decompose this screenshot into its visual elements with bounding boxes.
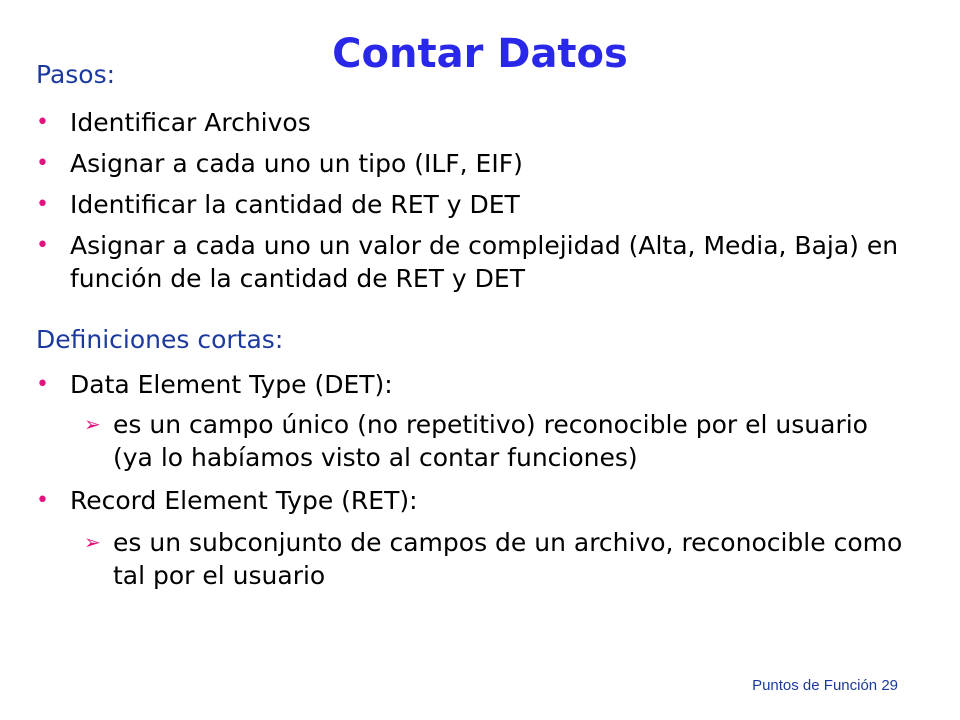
det-label: Data Element Type (DET): (70, 370, 393, 399)
list-item-text: Identificar la cantidad de RET y DET (70, 190, 520, 219)
det-description: es un campo único (no repetitivo) reconocible por el usuario (ya lo habíamos visto al contar funciones) (113, 410, 892, 472)
ret-description: es un subconjunto de campos de un archivo, reconocible como tal por el usuario (113, 528, 903, 590)
pasos-heading: Pasos: (36, 60, 116, 89)
list-item-pasos-3 (36, 188, 916, 221)
list-item-det (36, 368, 916, 401)
bullet-icon: • (36, 372, 49, 397)
bullet-icon: • (36, 151, 49, 176)
list-item-text: Asignar a cada uno un valor de complejidad (Alta, Media, Baja) en función de la cantidad de RET y DET (70, 231, 899, 293)
slide-footer: Puntos de Función 29 (752, 677, 898, 694)
bullet-icon: • (36, 110, 49, 135)
sub-item-det-description (84, 408, 916, 474)
arrow-bullet-icon: ➢ (84, 530, 101, 554)
bullet-icon: • (36, 192, 49, 217)
list-item-pasos-1 (36, 106, 916, 139)
arrow-bullet-icon: ➢ (84, 412, 101, 436)
slide-title: Contar Datos (332, 31, 628, 77)
list-item-text: Identificar Archivos (70, 108, 311, 137)
list-item-text: Asignar a cada uno un tipo (ILF, EIF) (70, 149, 523, 178)
sub-item-ret-description (84, 526, 916, 592)
ret-label: Record Element Type (RET): (70, 486, 418, 515)
definiciones-heading: Definiciones cortas: (36, 325, 284, 354)
list-item-ret (36, 484, 916, 517)
list-item-pasos-2 (36, 147, 916, 180)
bullet-icon: • (36, 488, 49, 513)
list-item-pasos-4 (36, 229, 916, 295)
bullet-icon: • (36, 233, 49, 258)
